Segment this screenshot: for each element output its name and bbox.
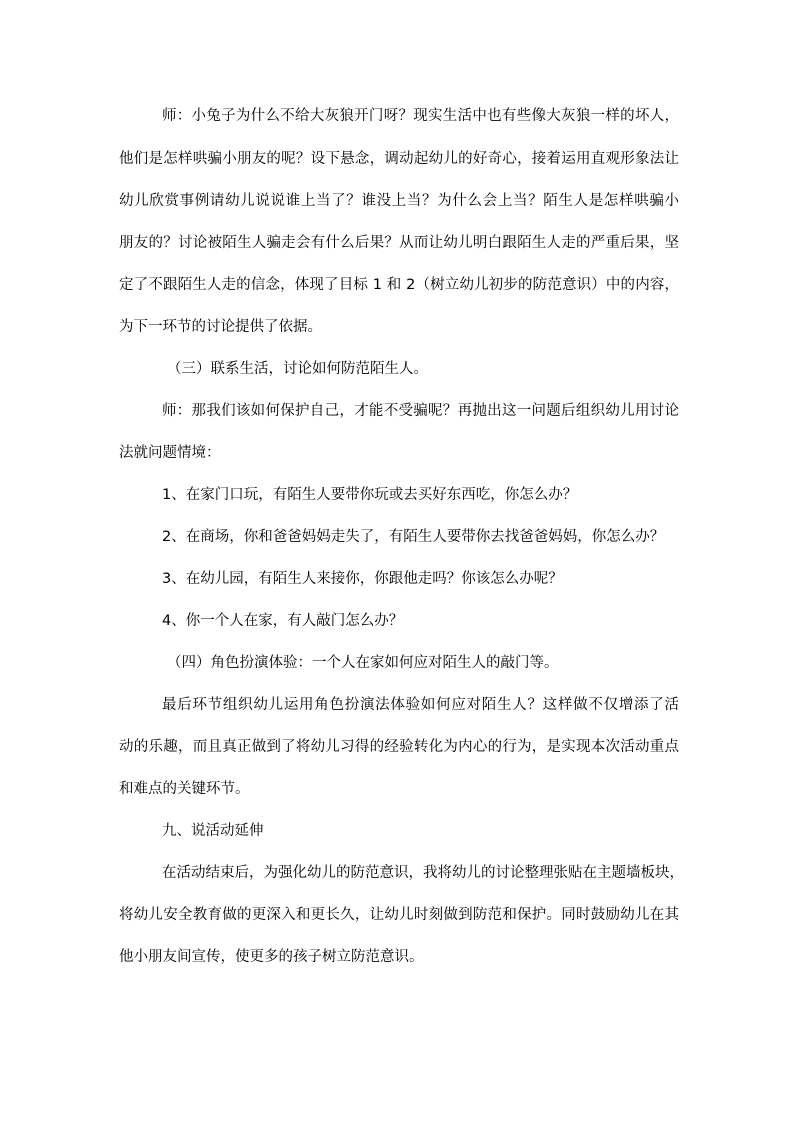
paragraph3-line: 和难点的关键环节。: [119, 781, 250, 797]
paragraph1-line: 师：小兔子为什么不给大灰狼开门呀？现实生活中也有些像大灰狼一样的坏人，: [162, 108, 679, 124]
section-heading-3: （三）联系生活，讨论如何防范陌生人。: [167, 361, 428, 377]
paragraph1-line: 朋友的？讨论被陌生人骗走会有什么后果？从而让幼儿明白跟陌生人走的严重后果，坚: [119, 235, 679, 251]
paragraph1-line: 定了不跟陌生人走的信念，体现了目标 1 和 2（树立幼儿初步的防范意识）中的内容，: [119, 277, 679, 293]
question-item: 2、在商场，你和爸爸妈妈走失了，有陌生人要带你去找爸爸妈妈，你怎么办？: [162, 529, 665, 545]
question-item: 4、你一个人在家，有人敲门怎么办？: [162, 613, 404, 629]
paragraph4-line: 在活动结束后，为强化幼儿的防范意识，我将幼儿的讨论整理张贴在主题墙板块，: [162, 865, 684, 881]
question-item: 3、在幼儿园，有陌生人来接你，你跟他走吗？你该怎么办呢？: [162, 571, 563, 587]
section-heading-9: 九、说活动延伸: [162, 823, 264, 839]
paragraph4-line: 将幼儿安全教育做的更深入和更长久，让幼儿时刻做到防范和保护。同时鼓励幼儿在其: [119, 907, 679, 923]
paragraph3-line: 动的乐趣，而且真正做到了将幼儿习得的经验转化为内心的行为，是实现本次活动重点: [119, 739, 679, 755]
paragraph4-line: 他小朋友间宣传，使更多的孩子树立防范意识。: [119, 949, 424, 965]
section-heading-4: （四）角色扮演体验：一个人在家如何应对陌生人的敲门等。: [167, 655, 559, 671]
question-item: 1、在家门口玩，有陌生人要带你玩或去买好东西吃，你怎么办？: [162, 487, 578, 503]
paragraph2-line: 师：那我们该如何保护自己，才能不受骗呢？再抛出这一问题后组织幼儿用讨论: [162, 403, 679, 419]
paragraph2-line: 法就问题情境：: [119, 445, 221, 461]
paragraph1-line: 他们是怎样哄骗小朋友的呢？设下悬念，调动起幼儿的好奇心，接着运用直观形象法让: [119, 151, 679, 167]
paragraph1-line: 为下一环节的讨论提供了依据。: [119, 319, 322, 335]
paragraph1-line: 幼儿欣赏事例请幼儿说说谁上当了？谁没上当？为什么会上当？陌生人是怎样哄骗小: [119, 193, 679, 209]
paragraph3-line: 最后环节组织幼儿运用角色扮演法体验如何应对陌生人？这样做不仅增添了活: [162, 697, 679, 713]
